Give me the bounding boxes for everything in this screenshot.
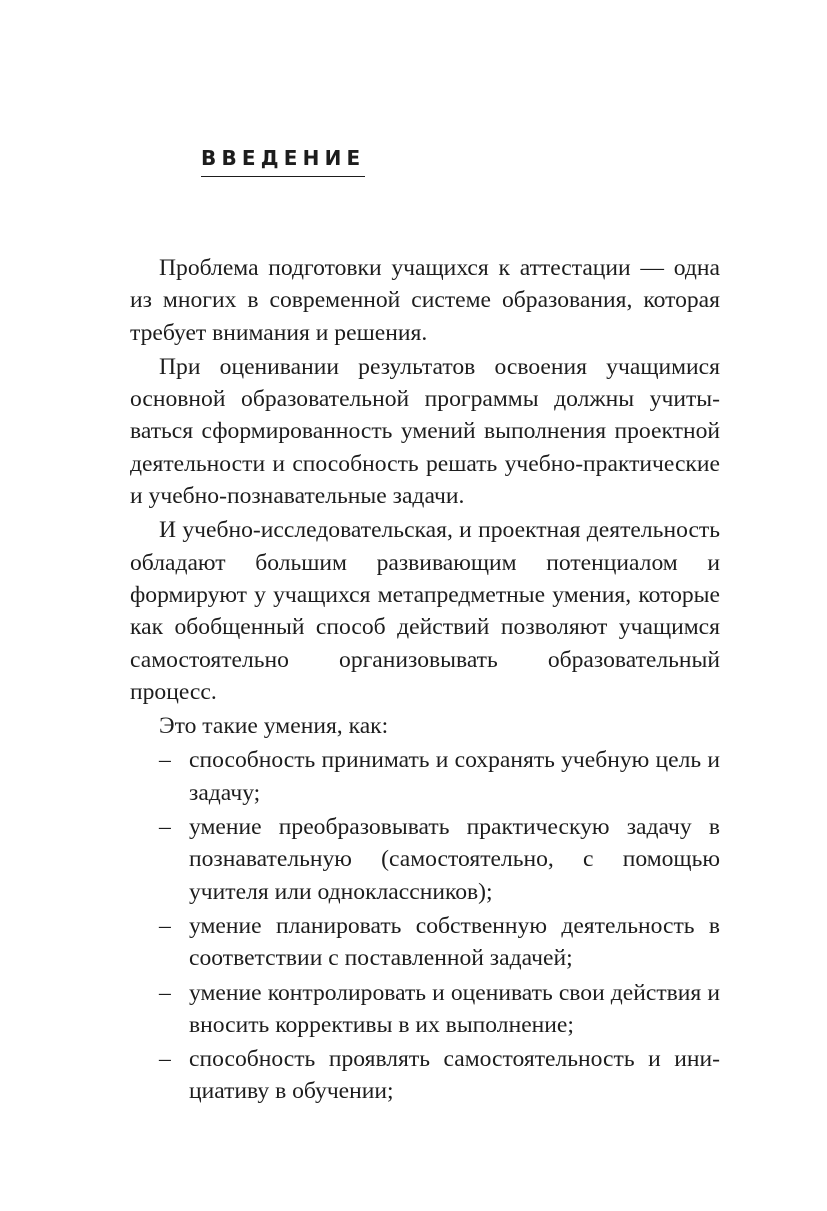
paragraph-4: Это такие умения, как:	[159, 713, 389, 740]
paragraph-2: При оценивании результатов освоения учащимися основной образовательной программы должны учитываться сформированность умений выполнения проектной деятельности и способность решать учебно-практические и учебно-познавательные задачи.	[130, 353, 720, 510]
list-item-text: умение планировать собственную деятельность в соответствии с поставленной задачей;	[189, 912, 720, 972]
list-item	[130, 744, 720, 809]
body-text	[130, 252, 720, 1110]
list-item	[130, 910, 720, 975]
list-item-text: способность принимать и сохранять учебную цель и задачу;	[189, 747, 720, 806]
list-item	[130, 977, 720, 1042]
list-dash: –	[159, 912, 171, 939]
list-item-text: способность проявлять самостоятельность и инициативу в обучении;	[189, 1046, 720, 1105]
list-dash: –	[159, 814, 171, 841]
paragraph-3: И учебно-исследовательская, и проектная деятельность обладают большим развивающим потенциалом и формируют у учащихся метапредметные умения, которые как обобщенный способ действий позволяют учащимся самостоятельно организовывать образовательный процесс.	[130, 517, 720, 705]
list-dash: –	[159, 747, 171, 774]
list-item	[130, 1043, 720, 1108]
skills-list	[130, 744, 720, 1107]
section-heading: ВВЕДЕНИЕ	[201, 146, 365, 177]
list-item	[130, 811, 720, 908]
list-item-text: умение преобразовывать практическую задачу в познавательную (самостоятельно, с помощью учителя или одноклассников);	[189, 814, 720, 905]
list-dash: –	[159, 979, 171, 1006]
list-item-text: умение контролировать и оценивать свои действия и вносить коррективы в их выполнение;	[189, 979, 720, 1038]
list-dash: –	[159, 1046, 171, 1073]
paragraph-1: Проблема подготовки учащихся к аттестации — одна из многих в современной системе образования, которая требует внимания и решения.	[130, 255, 720, 346]
